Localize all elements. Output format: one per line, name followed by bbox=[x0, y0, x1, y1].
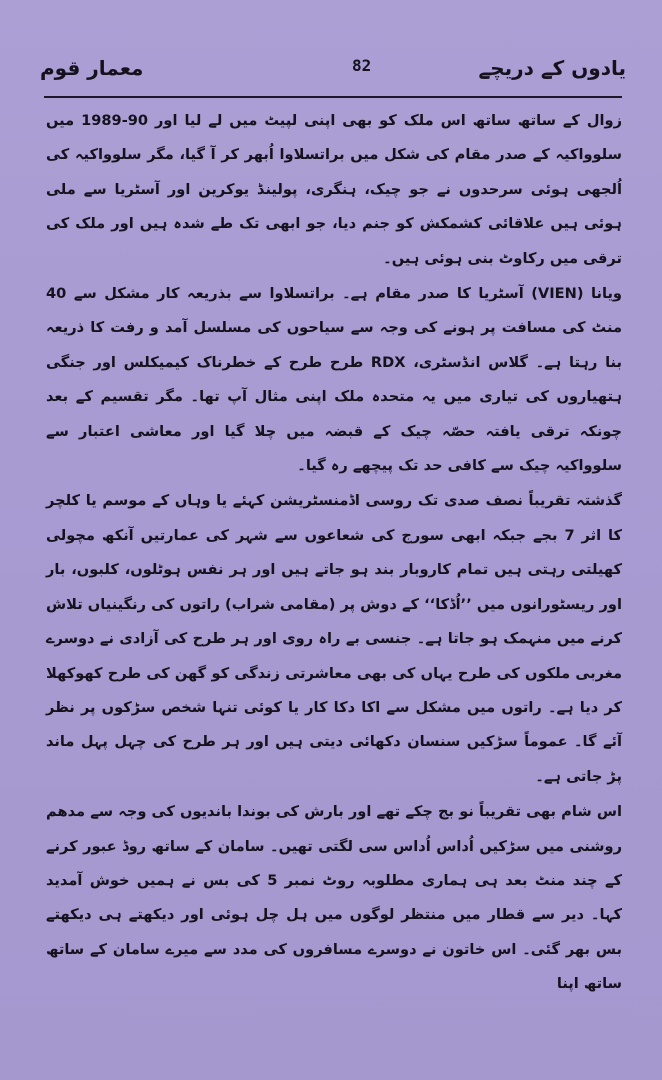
page-body bbox=[46, 104, 622, 1002]
header-rule bbox=[44, 96, 622, 98]
page-number: 82 bbox=[352, 56, 372, 75]
page-header bbox=[40, 48, 626, 88]
paragraph: ویانا (VIEN) آسٹریا کا صدر مقام ہے۔ براتسلاوا سے بذریعہ کار مشکل سے 40 منٹ کی مسافت پر ہونے کی وجہ سے سیاحوں کی مسلسل آمد و رفت کا ذریعہ بنا رہتا ہے۔ گلاس انڈسٹری، RDX طرح طرح کے خطرناک کیمیکلس اور جنگی ہتھیاروں کی تیاری میں یہ متحدہ ملک اپنی مثال آپ تھا۔ مگر تقسیم کے بعد چونکہ ترقی یافتہ حصّہ چیک کے قبضہ میں چلا گیا اور معاشی اعتبار سے سلوواکیہ چیک سے کافی حد تک پیچھے رہ گیا۔ bbox=[46, 285, 622, 475]
section-title: معمار قوم bbox=[40, 56, 144, 80]
paragraph: گذشتہ تقریباً نصف صدی تک روسی اڈمنسٹریشن کہئے یا وہاں کے موسم یا کلچر کا اثر 7 بجے جبکہ ابھی سورج کی شعاعوں سے شہر کی عمارتیں آنکھ مچولی کھیلتی رہتی ہیں تمام کاروبار بند ہو جاتے ہیں اور ہر نفس ہوٹلوں، کلبوں، بار اور ریسٹورانوں میں ’’اُڈکا‘‘ کے دوش پر (مقامی شراب) راتوں کی رنگینیاں تلاش کرنے میں منہمک ہو جاتا ہے۔ جنسی بے راہ روی اور ہر طرح کی آزادی نے دوسرے مغربی ملکوں کی طرح یہاں کی بھی معاشرتی زندگی کو گھن کی طرح کھوکھلا کر دیا ہے۔ راتوں میں مشکل سے اکا دکا کار یا کوئی تنہا شخص سڑکوں پر نظر آئے گا۔ عموماً سڑکیں سنسان دکھائی دیتی ہیں اور ہر طرح کی چہل پہل ماند پڑ جاتی ہے۔ bbox=[46, 492, 622, 785]
book-title: یادوں کے دریچے bbox=[478, 56, 626, 80]
paragraph: زوال کے ساتھ ساتھ اس ملک کو بھی اپنی لپیٹ میں لے لیا اور 90-1989 میں سلوواکیہ کے صدر مقام کی شکل میں براتسلاوا اُبھر کر آ گیا، مگر سلوواکیہ کی اُلجھی ہوئی سرحدوں نے جو چیک، ہنگری، پولینڈ یوکرین اور آسٹریا سے ملی ہوئی ہیں علاقائی کشمکش کو جنم دیا، جو ابھی تک طے شدہ ہیں اور ملک کی ترقی میں رکاوٹ بنی ہوئی ہیں۔ bbox=[46, 112, 622, 267]
paragraph: اس شام بھی تقریباً نو بج چکے تھے اور بارش کی بوندا باندیوں کی وجہ سے مدھم روشنی میں سڑکیں اُداس اُداس سی لگتی تھیں۔ سامان کے ساتھ روڈ عبور کرنے کے چند منٹ بعد ہی ہماری مطلوبہ روٹ نمبر 5 کی بس نے ہمیں خوش آمدید کہا۔ دیر سے قطار میں منتظر لوگوں میں ہل چل ہوئی اور دیکھتے ہی دیکھتے بس بھر گئی۔ اس خاتون نے دوسرے مسافروں کی مدد سے میرے سامان کے ساتھ ساتھ اپنا bbox=[46, 803, 622, 993]
